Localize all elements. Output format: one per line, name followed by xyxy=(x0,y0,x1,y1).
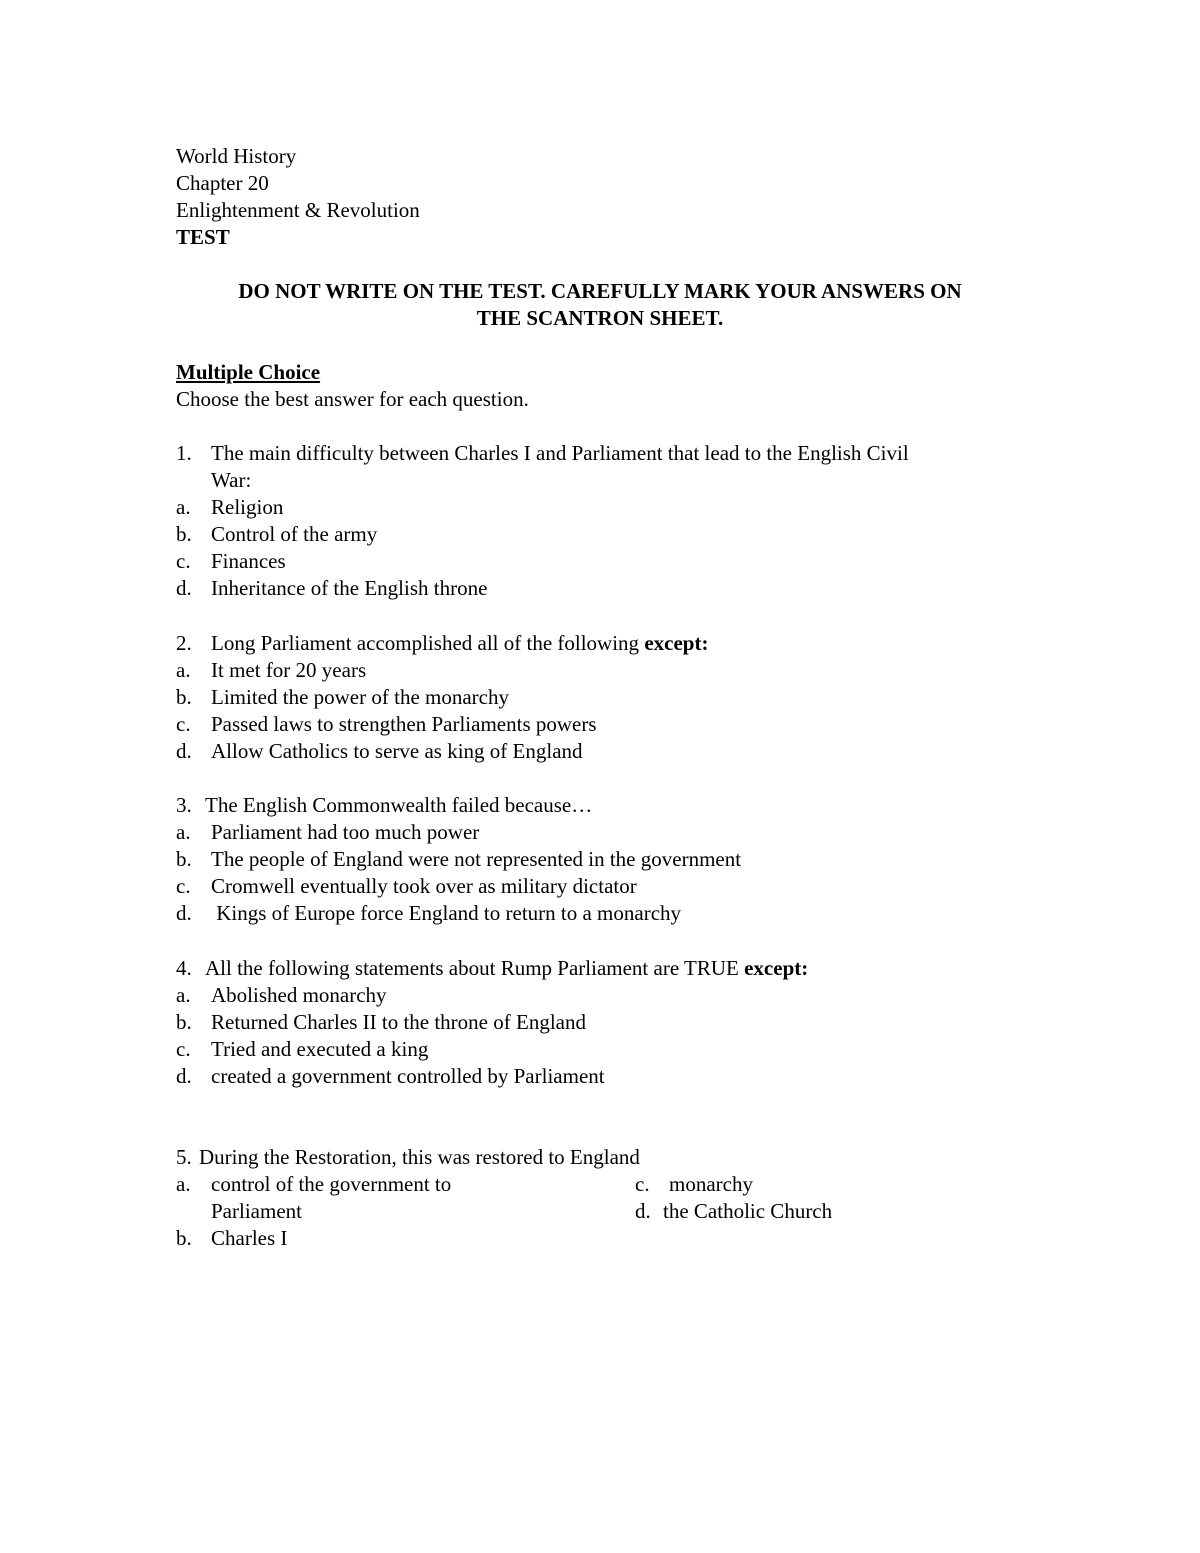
option-letter: b. xyxy=(176,522,192,546)
instructions-line-1: DO NOT WRITE ON THE TEST. CAREFULLY MARK YOUR ANSWERS ON xyxy=(238,279,962,303)
question-4-text xyxy=(205,955,808,982)
question-2-prompt: Long Parliament accomplished all of the following xyxy=(211,631,645,655)
option-letter: d. xyxy=(176,739,192,763)
option-letter: d. xyxy=(635,1199,651,1223)
section-title: Multiple Choice xyxy=(176,360,321,384)
option-letter: b. xyxy=(176,847,192,871)
question-1-text-line-2: War: xyxy=(211,468,252,492)
option-letter: d. xyxy=(176,1064,192,1088)
option-text: Cromwell eventually took over as military dictator xyxy=(211,874,637,898)
option-text: the Catholic Church xyxy=(663,1199,833,1223)
option-letter: b. xyxy=(176,685,192,709)
option-text: Allow Catholics to serve as king of England xyxy=(211,739,583,763)
question-2-emphasis: except: xyxy=(644,631,709,655)
topic-label: Enlightenment & Revolution xyxy=(176,198,420,222)
question-1-number: 1. xyxy=(176,441,192,465)
option-text: Control of the army xyxy=(211,522,378,546)
question-2-number: 2. xyxy=(176,631,192,655)
option-letter: b. xyxy=(176,1226,192,1250)
option-letter: d. xyxy=(176,901,192,925)
section-subtitle: Choose the best answer for each question. xyxy=(176,387,529,411)
option-letter: d. xyxy=(176,576,192,600)
option-text: control of the government to xyxy=(211,1172,452,1196)
question-2-text xyxy=(211,630,708,657)
question-1-text-line-1: The main difficulty between Charles I and Parliament that lead to the English Civil xyxy=(211,441,909,465)
chapter-label: Chapter 20 xyxy=(176,171,269,195)
option-text: The people of England were not represented in the government xyxy=(211,847,742,871)
question-4-emphasis: except: xyxy=(744,956,809,980)
question-4-number: 4. xyxy=(176,956,192,980)
question-5-number: 5. xyxy=(176,1145,192,1169)
option-letter: a. xyxy=(176,658,191,682)
option-letter: c. xyxy=(176,1037,191,1061)
option-letter: c. xyxy=(176,874,191,898)
option-text: It met for 20 years xyxy=(211,658,367,682)
option-text-continued: Parliament xyxy=(211,1199,302,1223)
option-letter: c. xyxy=(176,712,191,736)
option-text: Religion xyxy=(211,495,284,519)
option-text: Returned Charles II to the throne of England xyxy=(211,1010,586,1034)
question-5-text: During the Restoration, this was restored to England xyxy=(199,1145,640,1169)
option-text: Finances xyxy=(211,549,286,573)
instructions-line-2: THE SCANTRON SHEET. xyxy=(476,306,724,330)
course-title: World History xyxy=(176,144,297,168)
option-text: created a government controlled by Parliament xyxy=(211,1064,605,1088)
option-letter: b. xyxy=(176,1010,192,1034)
option-text: Charles I xyxy=(211,1226,288,1250)
option-letter: a. xyxy=(176,495,191,519)
option-text: Abolished monarchy xyxy=(211,983,387,1007)
option-text: Tried and executed a king xyxy=(211,1037,429,1061)
option-letter: c. xyxy=(635,1172,650,1196)
option-letter: c. xyxy=(176,549,191,573)
option-text: monarchy xyxy=(669,1172,753,1196)
option-letter: a. xyxy=(176,1172,191,1196)
option-text: Limited the power of the monarchy xyxy=(211,685,509,709)
option-text: Passed laws to strengthen Parliaments powers xyxy=(211,712,597,736)
option-letter: a. xyxy=(176,983,191,1007)
option-text: Kings of Europe force England to return to a monarchy xyxy=(211,901,682,925)
question-4-prompt: All the following statements about Rump Parliament are TRUE xyxy=(205,956,745,980)
option-text: Inheritance of the English throne xyxy=(211,576,488,600)
option-text: Parliament had too much power xyxy=(211,820,480,844)
question-3-number: 3. xyxy=(176,793,192,817)
question-3-text: The English Commonwealth failed because… xyxy=(205,793,593,817)
option-letter: a. xyxy=(176,820,191,844)
test-label: TEST xyxy=(176,225,230,249)
